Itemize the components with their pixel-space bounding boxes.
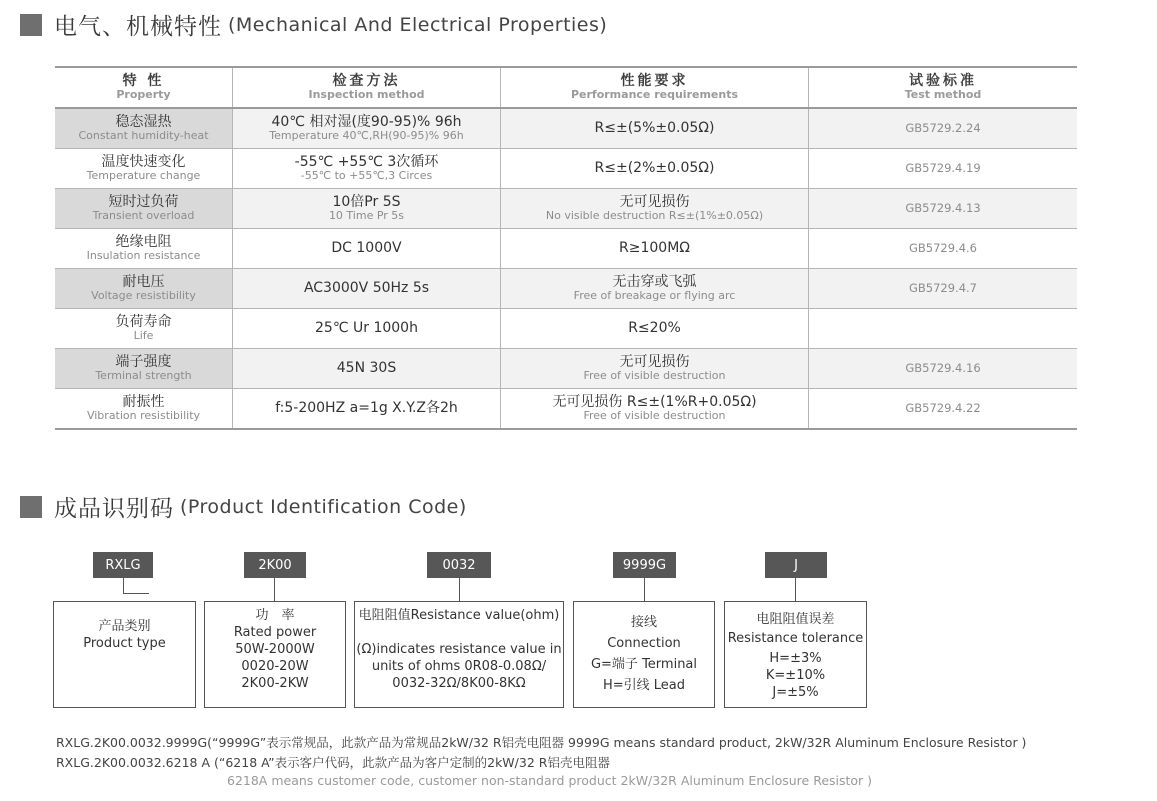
method-text: 40℃ 相对湿(度90-95)% 96h bbox=[271, 114, 462, 131]
property-en: Insulation resistance bbox=[86, 249, 201, 263]
cell-requirement bbox=[501, 349, 809, 389]
cell-method bbox=[233, 309, 501, 349]
method-en: Temperature 40℃,RH(90-95)% 96h bbox=[269, 129, 464, 143]
standard-text: GB5729.4.7 bbox=[908, 281, 977, 296]
property-cn: 端子强度 bbox=[115, 354, 172, 371]
requirement-text: 无可见损伤 bbox=[619, 354, 690, 371]
cell-standard bbox=[809, 269, 1078, 309]
header-cn: 检查方法 bbox=[332, 73, 401, 90]
properties-table bbox=[55, 66, 1077, 430]
header-cn: 性能要求 bbox=[620, 73, 689, 90]
property-en: Constant humidity-heat bbox=[78, 129, 209, 143]
method-text: DC 1000V bbox=[331, 240, 402, 257]
method-text: 45N 30S bbox=[336, 360, 397, 377]
requirement-en: Free of visible destruction bbox=[583, 409, 726, 423]
cell-requirement bbox=[501, 108, 809, 149]
desc-line: 产品类别 bbox=[98, 619, 151, 634]
header-cn: 试验标准 bbox=[909, 73, 977, 90]
desc-box-rated-power bbox=[204, 601, 346, 708]
header-inspection-method bbox=[233, 67, 501, 108]
property-cn: 负荷寿命 bbox=[115, 314, 172, 331]
example-note-custom: RXLG.2K00.0032.6218 A (“6218 A”表示客户代码，此款产品为客户定制的2kW/32 R铝壳电阻器 bbox=[56, 755, 610, 770]
desc-line: units of ohms 0R08-0.08Ω/ bbox=[371, 659, 547, 674]
cell-standard bbox=[809, 108, 1078, 149]
header-en: Property bbox=[116, 88, 171, 102]
desc-line: G=端子 Terminal bbox=[590, 657, 698, 672]
requirement-en: No visible destruction R≤±(1%±0.05Ω) bbox=[545, 209, 764, 223]
section-title-en: (Mechanical And Electrical Properties) bbox=[228, 13, 608, 36]
cell-requirement bbox=[501, 149, 809, 189]
header-en: Inspection method bbox=[308, 88, 425, 102]
code-box-connection: 9999G bbox=[613, 552, 676, 578]
property-en: Vibration resistibility bbox=[86, 409, 201, 423]
desc-line: H=引线 Lead bbox=[602, 678, 686, 693]
property-cn: 耐振性 bbox=[122, 394, 165, 411]
cell-property bbox=[55, 269, 233, 309]
desc-box-resistance-value bbox=[354, 601, 564, 708]
property-en: Transient overload bbox=[92, 209, 195, 223]
requirement-text: R≤±(5%±0.05Ω) bbox=[594, 120, 715, 137]
header-cn: 特 性 bbox=[122, 73, 165, 90]
section-title-cn: 成品识别码 bbox=[54, 496, 174, 522]
cell-requirement bbox=[501, 309, 809, 349]
method-en: 10 Time Pr 5s bbox=[328, 209, 405, 223]
cell-property bbox=[55, 189, 233, 229]
section-title-cn: 电气、机械特性 bbox=[54, 14, 222, 40]
requirement-text: R≤20% bbox=[628, 320, 681, 337]
connector-line bbox=[459, 578, 460, 601]
cell-method bbox=[233, 269, 501, 309]
desc-line: Resistance tolerance bbox=[727, 631, 864, 646]
desc-line: 电阻阻值误差 bbox=[756, 612, 835, 627]
header-performance bbox=[501, 67, 809, 108]
section-title-en: (Product Identification Code) bbox=[180, 495, 467, 518]
desc-line: 电阻阻值Resistance value(ohm) bbox=[358, 608, 560, 623]
desc-box-connection bbox=[573, 601, 715, 708]
desc-line: 0020-20W bbox=[241, 659, 309, 674]
desc-line: 50W-2000W bbox=[235, 642, 315, 657]
desc-line: 功 率 bbox=[255, 608, 295, 623]
standard-text: GB5729.4.6 bbox=[908, 241, 977, 256]
example-note-custom-en: 6218A means customer code, customer non-standard product 2kW/32R Aluminum Enclosure Resistor ) bbox=[227, 773, 873, 788]
header-en: Performance requirements bbox=[570, 88, 739, 102]
header-en: Test method bbox=[904, 88, 982, 102]
cell-standard bbox=[809, 309, 1078, 349]
connector-line bbox=[123, 578, 124, 593]
property-cn: 绝缘电阻 bbox=[115, 234, 172, 251]
method-text: 10倍Pr 5S bbox=[332, 194, 401, 211]
cell-method bbox=[233, 189, 501, 229]
desc-line: (Ω)indicates resistance value in bbox=[356, 642, 562, 657]
cell-property bbox=[55, 108, 233, 149]
desc-line: Connection bbox=[607, 636, 681, 651]
cell-property bbox=[55, 149, 233, 189]
cell-method bbox=[233, 149, 501, 189]
cell-requirement bbox=[501, 269, 809, 309]
standard-text: GB5729.4.19 bbox=[905, 161, 981, 176]
desc-line: Product type bbox=[83, 636, 166, 651]
table-row bbox=[55, 229, 1077, 269]
cell-method bbox=[233, 229, 501, 269]
requirement-text: 无可见损伤 R≤±(1%R+0.05Ω) bbox=[552, 394, 757, 411]
cell-requirement bbox=[501, 189, 809, 229]
standard-text: GB5729.4.13 bbox=[905, 201, 981, 216]
requirement-text: R≥100MΩ bbox=[619, 240, 690, 257]
desc-line bbox=[355, 624, 563, 641]
method-text: -55℃ +55℃ 3次循环 bbox=[294, 154, 439, 171]
section-title-identification bbox=[20, 490, 467, 523]
table-row bbox=[55, 149, 1077, 189]
desc-line: H=±3% bbox=[769, 651, 822, 666]
cell-standard bbox=[809, 349, 1078, 389]
connector-line bbox=[123, 593, 149, 594]
table-row bbox=[55, 389, 1077, 430]
cell-standard bbox=[809, 149, 1078, 189]
cell-requirement bbox=[501, 389, 809, 430]
property-cn: 短时过负荷 bbox=[108, 194, 179, 211]
property-cn: 耐电压 bbox=[122, 274, 165, 291]
example-note-standard: RXLG.2K00.0032.9999G(“9999G”表示常规品，此款产品为常规品2kW/32 R铝壳电阻器 9999G means standard product, 2kW/32R Aluminum Enclosure Resistor ) bbox=[56, 735, 1027, 750]
method-text: f:5-200HZ a=1g X.Y.Z各2h bbox=[275, 400, 458, 417]
desc-box-product-type bbox=[53, 601, 196, 708]
desc-box-tolerance bbox=[724, 601, 867, 708]
code-box-power: 2K00 bbox=[244, 552, 306, 578]
table-row bbox=[55, 349, 1077, 389]
property-en: Life bbox=[133, 329, 154, 343]
method-text: 25℃ Ur 1000h bbox=[315, 320, 418, 337]
header-test-method bbox=[809, 67, 1078, 108]
desc-line: K=±10% bbox=[765, 668, 826, 683]
section-title-properties bbox=[20, 8, 607, 41]
header-property bbox=[55, 67, 233, 108]
desc-line: 0032-32Ω/8K00-8KΩ bbox=[392, 676, 526, 691]
desc-line: Rated power bbox=[233, 625, 317, 640]
method-text: AC3000V 50Hz 5s bbox=[303, 280, 430, 297]
square-bullet-icon bbox=[20, 496, 42, 518]
table-row bbox=[55, 269, 1077, 309]
cell-method bbox=[233, 108, 501, 149]
requirement-text: 无击穿或飞弧 bbox=[612, 274, 697, 291]
requirement-text: 无可见损伤 bbox=[619, 194, 690, 211]
code-box-resistance: 0032 bbox=[427, 552, 491, 578]
desc-line: 接线 bbox=[630, 615, 657, 630]
code-box-type: RXLG bbox=[93, 552, 153, 578]
cell-property bbox=[55, 349, 233, 389]
desc-line: 2K00-2KW bbox=[241, 676, 309, 691]
property-en: Temperature change bbox=[86, 169, 201, 183]
cell-method bbox=[233, 389, 501, 430]
cell-standard bbox=[809, 389, 1078, 430]
desc-line: J=±5% bbox=[772, 685, 819, 700]
cell-property bbox=[55, 309, 233, 349]
square-bullet-icon bbox=[20, 14, 42, 36]
table-row bbox=[55, 309, 1077, 349]
property-cn: 温度快速变化 bbox=[101, 154, 186, 171]
table-row bbox=[55, 108, 1077, 149]
standard-text: GB5729.4.16 bbox=[905, 361, 981, 376]
cell-standard bbox=[809, 229, 1078, 269]
connector-line bbox=[274, 578, 275, 601]
cell-method bbox=[233, 349, 501, 389]
table-header-row bbox=[55, 67, 1077, 108]
standard-text: GB5729.2.24 bbox=[905, 121, 981, 136]
cell-property bbox=[55, 229, 233, 269]
property-en: Voltage resistibility bbox=[91, 289, 196, 303]
property-en: Terminal strength bbox=[95, 369, 192, 383]
table-row bbox=[55, 189, 1077, 229]
requirement-en: Free of visible destruction bbox=[583, 369, 726, 383]
connector-line bbox=[795, 578, 796, 601]
method-en: -55℃ to +55℃,3 Circes bbox=[300, 169, 433, 183]
cell-property bbox=[55, 389, 233, 430]
requirement-en: Free of breakage or flying arc bbox=[573, 289, 736, 303]
cell-requirement bbox=[501, 229, 809, 269]
connector-line bbox=[644, 578, 645, 601]
code-box-tolerance: J bbox=[765, 552, 827, 578]
requirement-text: R≤±(2%±0.05Ω) bbox=[594, 160, 715, 177]
standard-text: GB5729.4.22 bbox=[905, 401, 981, 416]
property-cn: 稳态湿热 bbox=[115, 114, 172, 131]
cell-standard bbox=[809, 189, 1078, 229]
